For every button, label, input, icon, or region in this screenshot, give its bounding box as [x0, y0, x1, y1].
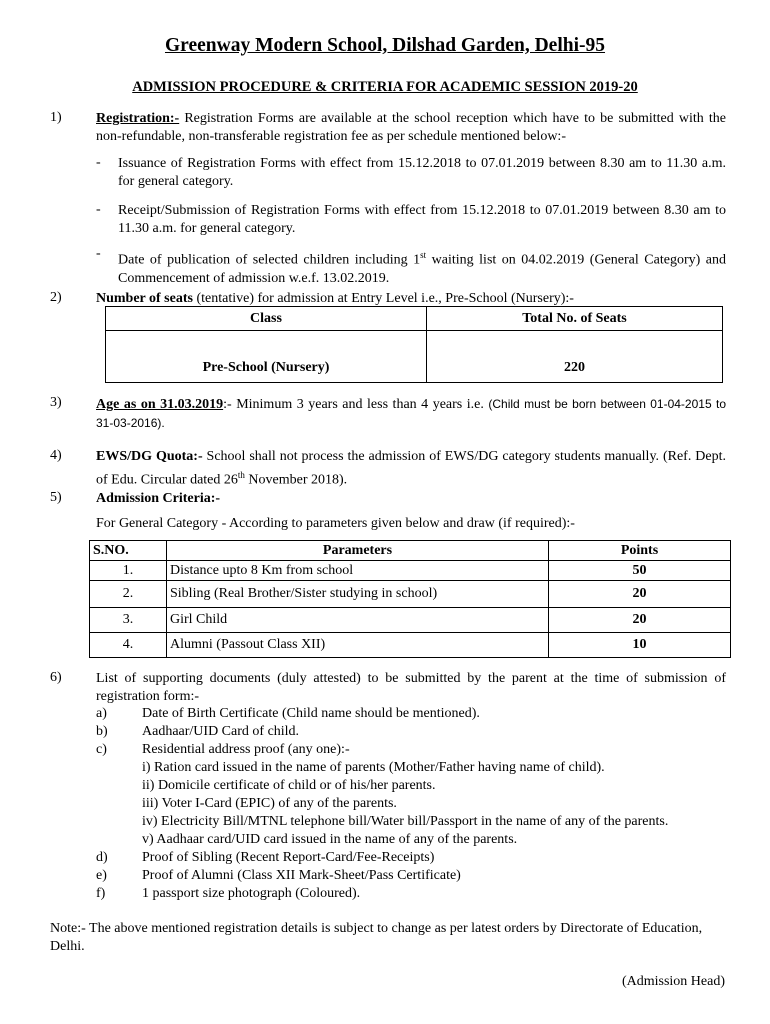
list-item: Date of Birth Certificate (Child name should be mentioned).: [142, 706, 480, 721]
section-5-label: Admission Criteria:-: [96, 491, 221, 506]
section-2-number: 2): [50, 290, 62, 305]
section-1-intro: [96, 110, 726, 146]
section-3-text: :- Minimum 3 years and less than 4 years i.e.: [223, 397, 489, 412]
list-item: Proof of Alumni (Class XII Mark-Sheet/Pass Certificate): [142, 868, 461, 883]
section-3-number: 3): [50, 395, 62, 410]
section-1-number: 1): [50, 110, 62, 125]
bullet-3-sup: st: [420, 250, 427, 260]
section-1-label: Registration:-: [96, 111, 180, 126]
list-subitem: iv) Electricity Bill/MTNL telephone bill/Water bill/Passport in the name of any of the parents.: [142, 814, 669, 829]
criteria-sno: 3.: [90, 608, 167, 633]
list-item: Residential address proof (any one):-: [142, 742, 350, 757]
seats-header-class: Class: [106, 307, 427, 331]
bullet-text: [118, 246, 726, 288]
section-4-number: 4): [50, 448, 62, 463]
table-row: [90, 608, 731, 633]
list-item: Aadhaar/UID Card of child.: [142, 724, 300, 739]
section-4-text-block: [96, 448, 726, 490]
criteria-header-parameters: Parameters: [167, 541, 549, 561]
section-6-intro: List of supporting documents (duly attested) to be submitted by the parent at the time of submission of registration form:-: [96, 671, 726, 704]
criteria-parameter: Sibling (Real Brother/Sister studying in school): [167, 581, 549, 608]
criteria-parameter: Distance upto 8 Km from school: [167, 561, 549, 581]
criteria-points: 20: [549, 608, 731, 633]
section-3-note: (Child must be born between 01-04-2015 to 31-03-2016).: [96, 397, 726, 430]
seats-table: [105, 306, 723, 383]
criteria-points: 10: [549, 633, 731, 658]
bullet-3-text-a: Date of publication of selected children including 1: [118, 252, 421, 268]
list-item-label: e): [96, 868, 107, 883]
bullet-text: Receipt/Submission of Registration Forms with effect from 15.12.2018 to 07.01.2019 between 8.30 am to 11.30 a.m. for general category.: [118, 203, 726, 236]
criteria-header-sno: S.NO.: [90, 541, 167, 561]
seats-header-total: Total No. of Seats: [427, 307, 723, 331]
section-3-text-block: [96, 395, 726, 433]
list-subitem: i) Ration card issued in the name of parents (Mother/Father having name of child).: [142, 760, 605, 775]
list-subitem: iii) Voter I-Card (EPIC) of any of the parents.: [142, 796, 397, 811]
criteria-sno: 1.: [90, 561, 167, 581]
bullet-dash: -: [96, 155, 101, 170]
section-5-number: 5): [50, 490, 62, 505]
seats-cell-total: 220: [427, 331, 723, 383]
section-4-label: EWS/DG Quota:-: [96, 449, 203, 464]
section-5-label-block: [96, 490, 726, 508]
section-2-text: (tentative) for admission at Entry Level i.e., Pre-School (Nursery):-: [192, 291, 574, 306]
table-row: [90, 581, 731, 608]
section-3-label: Age as on 31.03.2019: [96, 397, 224, 412]
signature: (Admission Head): [621, 974, 725, 989]
list-item-label: b): [96, 724, 108, 739]
section-2-label: Number of seats: [96, 291, 193, 306]
section-5-intro: For General Category - According to parameters given below and draw (if required):-: [96, 516, 575, 531]
seats-cell-class: Pre-School (Nursery): [106, 331, 427, 383]
footer-note: Note:- The above mentioned registration details is subject to change as per latest orders by Directorate of Education, Delhi.: [50, 921, 703, 954]
criteria-parameter: Alumni (Passout Class XII): [167, 633, 549, 658]
section-4-text-a: School shall not process the admission of EWS/DG category students manually. (Ref. Dept. of Edu. Circular dated 26: [96, 449, 726, 488]
list-item-label: d): [96, 850, 108, 865]
list-subitem: v) Aadhaar card/UID card issued in the name of any of the parents.: [142, 832, 518, 847]
list-item-label: a): [96, 706, 107, 721]
bullet-3-text-b: waiting list on 04.02.2019 (General Category) and Commencement of admission w.e.f. 13.02.2019.: [118, 252, 726, 286]
bullet-dash: -: [96, 246, 101, 261]
criteria-header-points: Points: [549, 541, 731, 561]
bullet-text: Issuance of Registration Forms with effect from 15.12.2018 to 07.01.2019 between 8.30 am to 11.30 a.m. for general category.: [118, 156, 726, 189]
list-item: Proof of Sibling (Recent Report-Card/Fee-Receipts): [142, 850, 435, 865]
list-item-label: c): [96, 742, 107, 757]
criteria-sno: 4.: [90, 633, 167, 658]
bullet-dash: -: [96, 202, 101, 217]
table-row: [90, 561, 731, 581]
page-title: Greenway Modern School, Dilshad Garden, Delhi-95: [164, 35, 606, 56]
table-row: [90, 633, 731, 658]
section-4-sup: th: [237, 470, 245, 480]
list-item-label: f): [96, 886, 106, 901]
section-1-text: Registration Forms are available at the school reception which have to be submitted with the non-refundable, non-transferable registration fee as per schedule mentioned below:-: [96, 111, 726, 144]
criteria-points: 20: [549, 581, 731, 608]
criteria-parameter: Girl Child: [167, 608, 549, 633]
section-6-number: 6): [50, 670, 62, 685]
section-4-text-b: November 2018).: [244, 472, 348, 488]
criteria-points: 50: [549, 561, 731, 581]
criteria-sno: 2.: [90, 581, 167, 608]
page-subtitle: ADMISSION PROCEDURE & CRITERIA FOR ACADEMIC SESSION 2019-20: [132, 79, 638, 95]
list-subitem: ii) Domicile certificate of child or of his/her parents.: [142, 778, 436, 793]
criteria-table: [89, 540, 731, 658]
list-item: 1 passport size photograph (Coloured).: [142, 886, 361, 901]
